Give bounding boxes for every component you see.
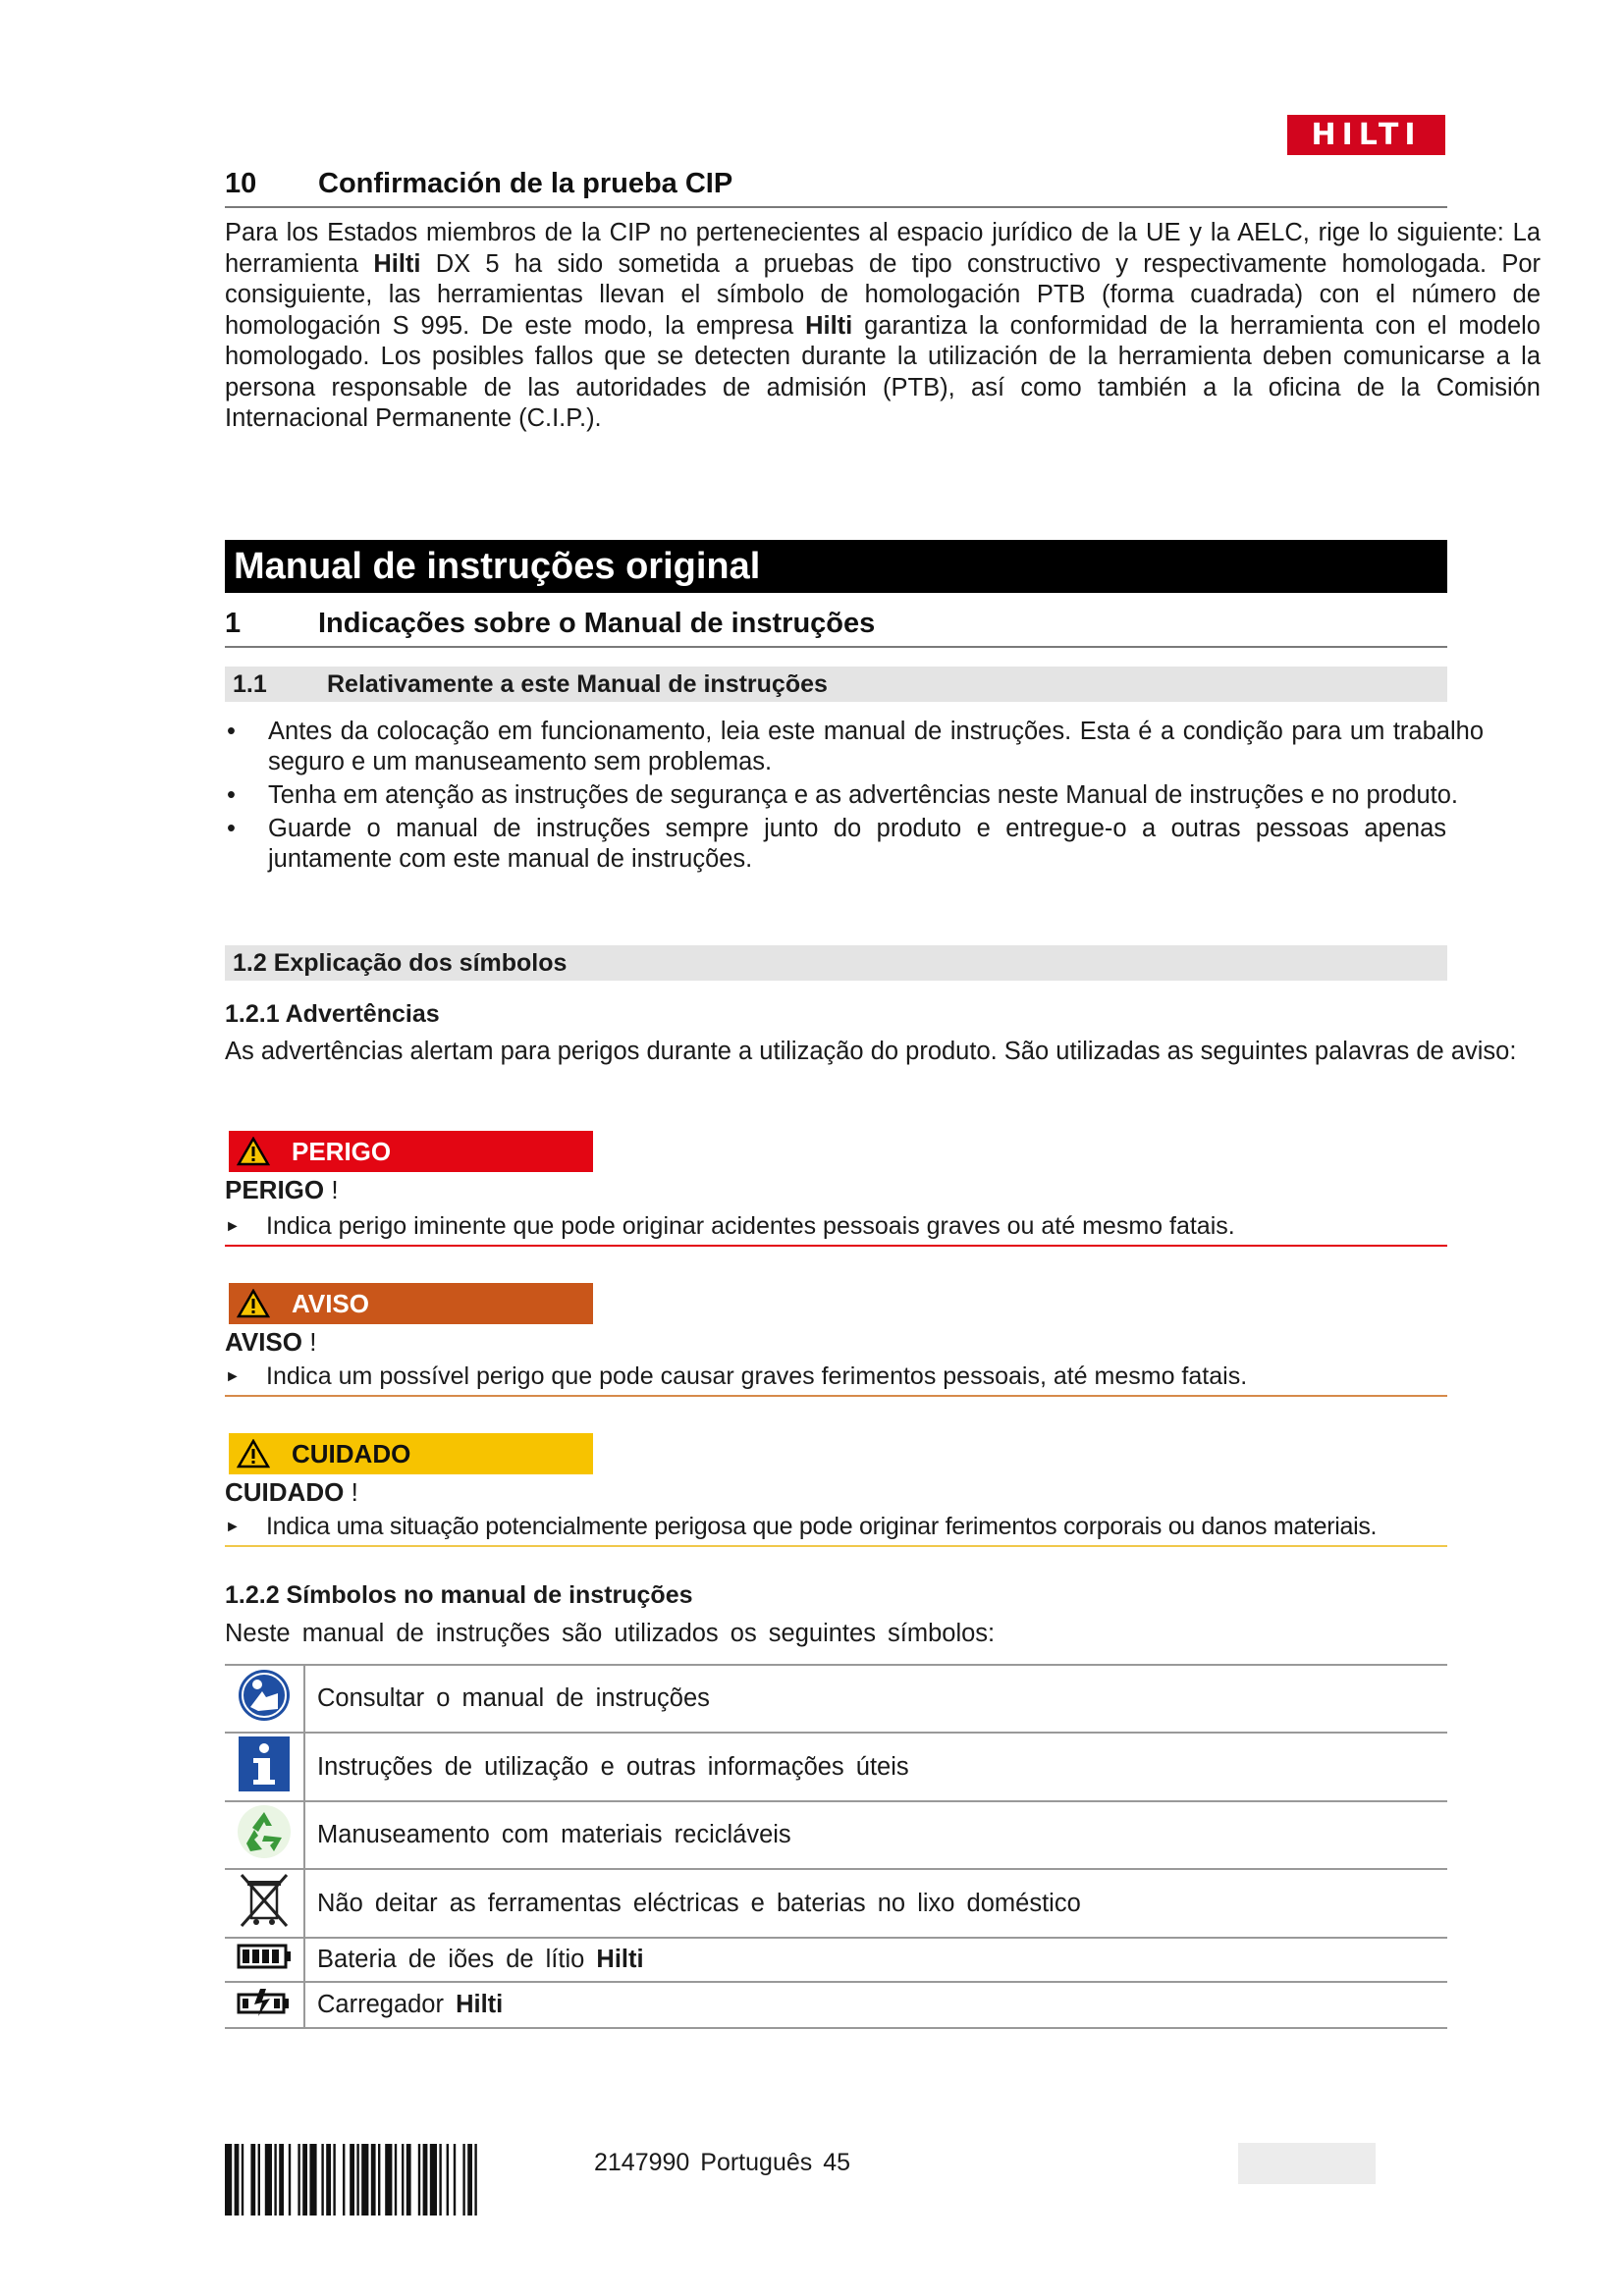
bullet-dot: • <box>227 781 236 809</box>
barcode-bar <box>343 2144 345 2216</box>
barcode-bar <box>274 2144 276 2216</box>
signal-label-text: CUIDADO <box>292 1438 411 1468</box>
recycle-icon <box>237 1804 292 1859</box>
warning-signal-label <box>229 1283 593 1324</box>
caution-signal-label <box>229 1433 593 1474</box>
barcode-image <box>225 2144 563 2216</box>
bullet-dot: • <box>227 815 236 842</box>
footer-gray-box <box>1238 2143 1376 2184</box>
section-10-heading <box>225 168 1447 201</box>
danger-description <box>225 1211 1235 1242</box>
section-rule <box>225 646 1447 648</box>
signal-word: PERIGO <box>225 1175 325 1204</box>
symbol-description: Carregador <box>317 1991 457 2018</box>
barcode-bar <box>326 2144 331 2216</box>
symbol-description: Bateria de iões de lítio <box>317 1946 597 1973</box>
manual-title-banner <box>225 540 1447 593</box>
subsection-1-2-heading <box>225 945 1447 981</box>
table-row <box>225 1733 1447 1801</box>
warning-underline <box>225 1395 1447 1397</box>
symbols-heading: 1.2.2 Símbolos no manual de instruções <box>225 1581 693 1609</box>
brand-name: Hilti <box>596 1946 644 1973</box>
barcode-bar <box>474 2144 476 2216</box>
signal-mark: ! <box>331 1175 339 1204</box>
battery-icon <box>236 1944 293 1969</box>
caution-signal-word <box>225 1477 358 1508</box>
para-text: DX 5 ha sido sometida a pruebas de tipo constructivo y respectivamente homologada. Por consiguiente, las herramientas llevan el símbolo de homologación PTB (forma cuadrada) con el número de homologación S 995. De este modo, la empresa <box>225 249 1541 340</box>
barcode-bar <box>350 2144 354 2216</box>
warning-signal-word <box>225 1327 316 1358</box>
warning-triangle-icon <box>237 1289 270 1318</box>
subsection-title: Relativamente a este Manual de instruções <box>327 669 828 698</box>
table-cell-text <box>304 1869 1447 1938</box>
table-cell-icon <box>225 1938 304 1982</box>
table-cell-icon <box>225 1665 304 1733</box>
barcode-bar <box>302 2144 307 2216</box>
warning-triangle-icon <box>237 1439 270 1468</box>
table-cell-text <box>304 1733 1447 1801</box>
barcode-bar <box>439 2144 441 2216</box>
barcode-bar <box>289 2144 291 2216</box>
bullet-text: Guarde o manual de instruções sempre junto do produto e entregue-o a outras pessoas apenas juntamente com este manual de instruções. <box>268 815 1446 873</box>
signal-word: CUIDADO <box>225 1477 345 1507</box>
warnings-heading: 1.2.1 Advertências <box>225 1000 440 1028</box>
barcode-bar <box>423 2144 428 2216</box>
caution-description <box>225 1512 1377 1542</box>
barcode-bar <box>279 2144 284 2216</box>
footer-info <box>594 2149 850 2177</box>
section-title: Indicações sobre o Manual de instruções <box>318 608 876 639</box>
barcode-bar <box>333 2144 335 2216</box>
barcode-bar <box>418 2144 420 2216</box>
barcode-bar <box>265 2144 272 2216</box>
brand-name: Hilti <box>373 249 421 278</box>
logo-text: HILTI <box>1311 118 1422 152</box>
table-cell-text <box>304 1801 1447 1869</box>
section-title: Confirmación de la prueba CIP <box>318 168 733 199</box>
barcode-bar <box>402 2144 404 2216</box>
bullet-text: Tenha em atenção as instruções de segurança e as advertências neste Manual de instruções e no produto. <box>268 781 1459 809</box>
bullet-list <box>225 717 1484 878</box>
danger-signal-word <box>225 1175 339 1205</box>
table-cell-text <box>304 1982 1447 2028</box>
barcode-bar <box>321 2144 323 2216</box>
barcode-bar <box>242 2144 244 2216</box>
table-cell-text <box>304 1665 1447 1733</box>
list-item <box>225 814 1446 875</box>
signal-label-text: AVISO <box>292 1288 369 1318</box>
table-cell-icon <box>225 1982 304 2028</box>
footer-language: Português <box>700 2149 813 2176</box>
symbol-description: Não deitar as ferramentas eléctricas e baterias no lixo doméstico <box>317 1889 1081 1917</box>
table-row <box>225 1982 1447 2028</box>
warning-description <box>225 1362 1247 1392</box>
hilti-logo <box>1287 115 1445 155</box>
brand-name: Hilti <box>456 1991 504 2018</box>
barcode-bar <box>406 2144 411 2216</box>
bullet-dot: • <box>227 718 236 745</box>
barcode-bar <box>309 2144 316 2216</box>
symbols-table <box>225 1664 1447 2029</box>
barcode-bar <box>467 2144 472 2216</box>
section-number: 1 <box>225 608 242 639</box>
warnings-intro: As advertências alertam para perigos durante a utilização do produto. São utilizadas as seguintes palavras de aviso: <box>225 1038 1517 1065</box>
subsection-number: 1.1 <box>233 669 267 698</box>
barcode-bar <box>395 2144 397 2216</box>
signal-mark: ! <box>309 1327 317 1357</box>
barcode-bar <box>430 2144 437 2216</box>
para-text: Para los Estados miembros de la CIP no pertenecientes al espacio jurídico de la UE y la AELC, rige lo siguiente: La herramienta <box>225 219 1541 278</box>
signal-text: Indica perigo iminente que pode originar acidentes pessoais graves ou até mesmo fatais. <box>266 1212 1235 1240</box>
arrow-right-icon: ► <box>225 1368 241 1386</box>
table-cell-icon <box>225 1801 304 1869</box>
barcode-bar <box>361 2144 368 2216</box>
section-1-heading <box>225 608 1447 641</box>
barcode-bar <box>454 2144 456 2216</box>
arrow-right-icon: ► <box>225 1519 241 1536</box>
table-row <box>225 1665 1447 1733</box>
barcode-bar <box>371 2144 376 2216</box>
barcode-bar <box>356 2144 358 2216</box>
signal-word: AVISO <box>225 1327 302 1357</box>
read-manual-icon <box>237 1668 292 1723</box>
signal-label-text: PERIGO <box>292 1136 392 1166</box>
symbol-description: Consultar o manual de instruções <box>317 1684 710 1712</box>
subsection-1-1-heading <box>225 667 1447 702</box>
signal-text: Indica uma situação potencialmente perigosa que pode originar ferimentos corporais ou danos materiais. <box>266 1513 1378 1540</box>
cip-paragraph <box>225 218 1541 435</box>
barcode-bar <box>225 2144 232 2216</box>
warning-triangle-icon <box>237 1137 270 1166</box>
symbol-description: Instruções de utilização e outras informações úteis <box>317 1752 909 1781</box>
list-item <box>225 780 1484 811</box>
signal-mark: ! <box>351 1477 358 1507</box>
barcode-bar <box>385 2144 392 2216</box>
table-cell-text <box>304 1938 1447 1982</box>
bullet-text: Antes da colocação em funcionamento, leia este manual de instruções. Esta é a condição para um trabalho seguro e um manuseamento sem problemas. <box>268 718 1484 775</box>
barcode-bar <box>258 2144 260 2216</box>
symbol-description: Manuseamento com materiais recicláveis <box>317 1821 791 1848</box>
table-cell-icon <box>225 1869 304 1938</box>
caution-underline <box>225 1545 1447 1547</box>
section-number: 10 <box>225 168 257 199</box>
page-number: 45 <box>823 2149 851 2176</box>
table-row <box>225 1801 1447 1869</box>
list-item <box>225 717 1484 777</box>
para-text: garantiza la conformidad de la herramienta con el modelo homologado. Los posibles fallos que se detecten durante la utilización de la herramienta deben comunicarse a la persona responsable de las autoridades de admisión (PTB), así como también a la oficina de la Comisión Internacional Permanente (C.I.P.). <box>225 311 1541 432</box>
banner-title: Manual de instruções original <box>234 545 761 587</box>
barcode-bar <box>235 2144 240 2216</box>
table-row <box>225 1938 1447 1982</box>
subsection-title: 1.2 Explicação dos símbolos <box>233 948 568 977</box>
symbols-intro: Neste manual de instruções são utilizados os seguintes símbolos: <box>225 1620 996 1647</box>
section-rule <box>225 206 1447 208</box>
document-number: 2147990 <box>594 2149 690 2176</box>
arrow-right-icon: ► <box>225 1218 241 1236</box>
table-cell-icon <box>225 1733 304 1801</box>
table-row <box>225 1869 1447 1938</box>
signal-text: Indica um possível perigo que pode causar graves ferimentos pessoais, até mesmo fatais. <box>266 1362 1248 1390</box>
barcode-bar <box>447 2144 449 2216</box>
barcode-bar <box>298 2144 299 2216</box>
brand-name: Hilti <box>805 311 853 340</box>
barcode-bar <box>250 2144 255 2216</box>
danger-signal-label <box>229 1131 593 1172</box>
barcode-bar <box>462 2144 464 2216</box>
no-trash-bin-icon <box>238 1871 291 1930</box>
barcode-bar <box>378 2144 380 2216</box>
charger-icon <box>235 1987 294 2016</box>
danger-underline <box>225 1245 1447 1247</box>
info-icon <box>239 1736 290 1791</box>
